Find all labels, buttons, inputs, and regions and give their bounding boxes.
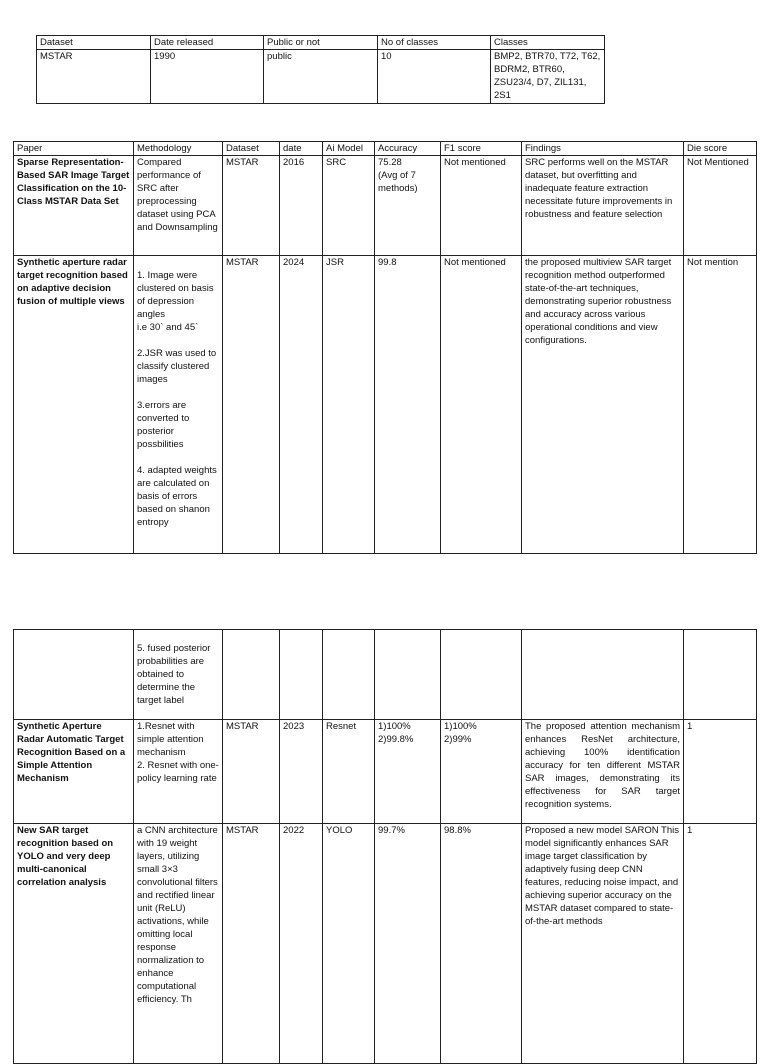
header-cell: Findings — [522, 142, 684, 156]
model-cell — [323, 630, 375, 720]
findings-cell: the proposed multiview SAR target recognition method outperformed state-of-the-art techniques, demonstrating superior robustness and accuracy across various operational conditions and view configurations. — [522, 256, 684, 554]
table-cell: 10 — [378, 50, 491, 104]
paper-title: Sparse Representation-Based SAR Image Target Classification on the 10-Class MSTAR Data Set — [14, 156, 134, 256]
header-cell: Dataset — [37, 36, 151, 50]
f1-cell: Not mentioned — [441, 156, 522, 256]
date-cell: 2022 — [280, 824, 323, 1064]
table-row — [14, 720, 757, 824]
paper-title: Synthetic Aperture Radar Automatic Target Recognition Based on a Simple Attention Mechanism — [14, 720, 134, 824]
dataset-cell: MSTAR — [223, 824, 280, 1064]
methodology-cell: a CNN architecture with 19 weight layers, utilizing small 3×3 convolutional filters and rectified linear unit (ReLU) activations, while omitting local response normalization to enhance computational efficiency. Th — [134, 824, 223, 1064]
table-row — [14, 630, 757, 720]
header-cell: date — [280, 142, 323, 156]
f1-cell: 1)100% 2)99% — [441, 720, 522, 824]
model-cell: SRC — [323, 156, 375, 256]
header-cell: Classes — [491, 36, 605, 50]
accuracy-cell: 99.7% — [375, 824, 441, 1064]
date-cell: 2023 — [280, 720, 323, 824]
papers-table-continued — [13, 629, 757, 1064]
header-cell: Accuracy — [375, 142, 441, 156]
die-score-cell: 1 — [684, 720, 757, 824]
f1-cell — [441, 630, 522, 720]
methodology-cell: 1.Resnet with simple attention mechanism 2. Resnet with one-policy learning rate — [134, 720, 223, 824]
table-cell: 1990 — [151, 50, 264, 104]
findings-cell: SRC performs well on the MSTAR dataset, but overfitting and inadequate feature extraction necessitate future improvements in robustness and feature selection — [522, 156, 684, 256]
findings-cell: The proposed attention mechanism enhances ResNet architecture, achieving 100% identification accuracy for ten different MSTAR SAR images, demonstrating its effectiveness for SAR target recognition systems. — [522, 720, 684, 824]
header-cell: Date released — [151, 36, 264, 50]
methodology-cell: 5. fused posterior probabilities are obtained to determine the target label — [134, 630, 223, 720]
model-cell: YOLO — [323, 824, 375, 1064]
accuracy-cell — [375, 630, 441, 720]
methodology-cell: Compared performance of SRC after preprocessing dataset using PCA and Downsampling — [134, 156, 223, 256]
model-cell: JSR — [323, 256, 375, 554]
table-cell: MSTAR — [37, 50, 151, 104]
header-cell: Die score — [684, 142, 757, 156]
paper-title — [14, 630, 134, 720]
accuracy-cell: 99.8 — [375, 256, 441, 554]
table-header-row — [37, 36, 605, 50]
die-score-cell — [684, 630, 757, 720]
findings-cell: Proposed a new model SARON This model significantly enhances SAR image target classification by adaptively fusing deep CNN features, reducing noise impact, and achieving superior accuracy on the MSTAR dataset compared to state-of-the-art methods — [522, 824, 684, 1064]
accuracy-cell: 75.28 (Avg of 7 methods) — [375, 156, 441, 256]
table-cell: BMP2, BTR70, T72, T62, BDRM2, BTR60, ZSU23/4, D7, ZIL131, 2S1 — [491, 50, 605, 104]
header-cell: Ai Model — [323, 142, 375, 156]
paper-title: Synthetic aperture radar target recognition based on adaptive decision fusion of multiple views — [14, 256, 134, 554]
header-cell: Public or not — [264, 36, 378, 50]
dataset-cell: MSTAR — [223, 720, 280, 824]
table-cell: public — [264, 50, 378, 104]
die-score-cell: Not Mentioned — [684, 156, 757, 256]
table-row — [37, 50, 605, 104]
accuracy-cell: 1)100% 2)99.8% — [375, 720, 441, 824]
findings-cell — [522, 630, 684, 720]
model-cell: Resnet — [323, 720, 375, 824]
f1-cell: 98.8% — [441, 824, 522, 1064]
paper-title: New SAR target recognition based on YOLO and very deep multi-canonical correlation analysis — [14, 824, 134, 1064]
date-cell — [280, 630, 323, 720]
die-score-cell: 1 — [684, 824, 757, 1064]
methodology-cell: 1. Image were clustered on basis of depression angles i.e 30` and 45` 2.JSR was used to classify clustered images 3.errors are converted to posterior possbilities 4. adapted weights are calculated on basis of errors based on shanon entropy — [134, 256, 223, 554]
date-cell: 2024 — [280, 256, 323, 554]
dataset-cell: MSTAR — [223, 156, 280, 256]
header-cell: F1 score — [441, 142, 522, 156]
header-cell: Paper — [14, 142, 134, 156]
dataset-cell: MSTAR — [223, 256, 280, 554]
header-cell: No of classes — [378, 36, 491, 50]
table-row — [14, 256, 757, 554]
table-header-row — [14, 142, 757, 156]
dataset-cell — [223, 630, 280, 720]
table-row — [14, 156, 757, 256]
header-cell: Methodology — [134, 142, 223, 156]
date-cell: 2016 — [280, 156, 323, 256]
papers-table — [13, 141, 757, 554]
die-score-cell: Not mention — [684, 256, 757, 554]
f1-cell: Not mentioned — [441, 256, 522, 554]
dataset-table — [36, 35, 605, 104]
header-cell: Dataset — [223, 142, 280, 156]
table-row — [14, 824, 757, 1064]
